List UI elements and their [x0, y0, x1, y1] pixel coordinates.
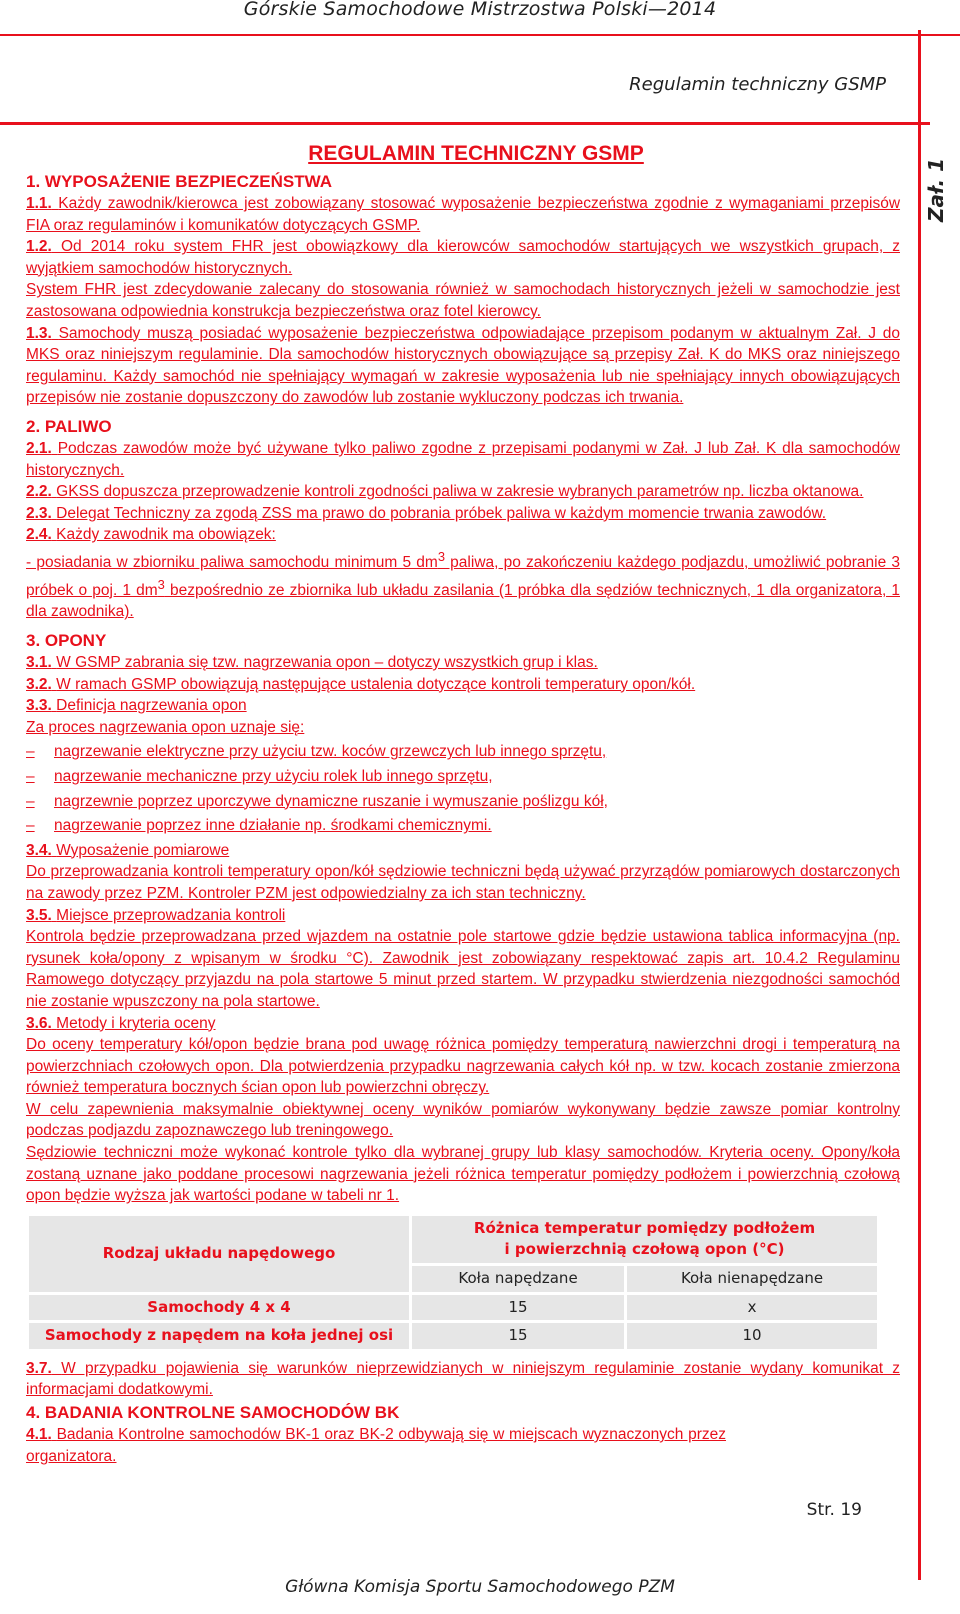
list-item: – nagrzewanie mechaniczne przy użyciu rolek lub innego sprzętu, — [26, 767, 493, 785]
table-subheader-nondriven: Koła nienapędzane — [626, 1265, 879, 1294]
table-cell: x — [626, 1293, 879, 1322]
section-heading-3: 3. OPONY — [26, 631, 107, 650]
table-cell: 10 — [626, 1322, 879, 1351]
list-item: – nagrzewanie elektryczne przy użyciu tzw. koców grzewczych lub innego sprzętu, — [26, 743, 607, 761]
table-cell: 15 — [411, 1293, 626, 1322]
paragraph-3-6c: W celu zapewnienia maksymalnie obiektywnej oceny wyników pomiarów wykonywany będzie zawsze pomiar kontrolny podczas podjazdu zapoznawczego lub treningowego. — [26, 1100, 900, 1140]
paragraph-3-3b: Za proces nagrzewania opon uznaje się: — [26, 718, 305, 736]
header-right-title: Regulamin techniczny GSMP — [629, 74, 886, 95]
page-title: REGULAMIN TECHNICZNY GSMP — [308, 142, 644, 165]
paragraph-3-2: 3.2. W ramach GSMP obowiązują następujące ustalenia dotyczące kontroli temperatury opon/kół. — [26, 675, 696, 693]
temperature-criteria-table — [26, 1213, 880, 1352]
list-item: – nagrzewnie poprzez uporczywe dynamiczne ruszanie i wymuszanie poślizgu kół, — [26, 792, 608, 810]
paragraph-3-6b: Do oceny temperatury kół/opon będzie brana pod uwagę różnica pomiędzy temperaturą nawierzchni drogi i temperaturą na powierzchniach czołowych opon. Dla potwierdzenia przypadku nagrzewania całych kół np. w tzw. kocach zostanie zmierzona również temperatura bocznych ścian opon lub powierzchni obręczy. — [26, 1036, 900, 1097]
list-item: – nagrzewanie poprzez inne działanie np. środkami chemicznymi. — [26, 817, 492, 835]
paragraph-1-1: 1.1. Każdy zawodnik/kierowca jest zobowiązany stosować wyposażenie bezpieczeństwa zgodnie z wymaganiami przepisów FIA oraz regulaminów i komunikatów dotyczących GSMP. — [26, 195, 901, 234]
paragraph-1-2b: System FHR jest zdecydowanie zalecany do stosowania również w samochodach historycznych jeżeli w samochodzie jest zastosowana odpowiednia konstrukcja bezpieczeństwa oraz fotel kierowcy. — [26, 281, 900, 320]
section-heading-1: 1. WYPOSAŻENIE BEZPIECZEŃSTWA — [26, 172, 333, 191]
paragraph-3-3: 3.3. Definicja nagrzewania opon — [26, 697, 247, 715]
paragraph-3-1: 3.1. W GSMP zabrania się tzw. nagrzewania opon – dotyczy wszystkich grup i klas. — [26, 654, 598, 671]
paragraph-3-6: 3.6. Metody i kryteria oceny — [26, 1014, 216, 1032]
paragraph-4-1: 4.1. Badania Kontrolne samochodów BK-1 oraz BK-2 odbywają się w miejscach wyznaczonych przez organizatora. — [26, 1426, 726, 1465]
paragraph-2-3: 2.3. Delegat Techniczny za zgodą ZSS ma prawo do pobrania próbek paliwa w każdym momencie trwania zawodów. — [26, 504, 827, 522]
paragraph-3-7: 3.7. W przypadku pojawienia się warunków nieprzewidzianych w niniejszym regulaminie zostanie wydany komunikat z informacjami dodatkowymi. — [26, 1359, 900, 1399]
header-rule — [0, 122, 930, 125]
document-body — [26, 140, 900, 1467]
paragraph-2-4a: - posiadania w zbiorniku paliwa samochodu minimum 5 $dm^3$ paliwa, po zakończeniu każdego podjazdu, umożliwić pobranie 3 próbek o poj. 1 $dm^3$ bezpośrednio ze zbiornika lub układu zasilania (1 próbka dla sędziów technicznych, 1 dla organizatora, 1 dla zawodnika). — [26, 548, 900, 621]
section-heading-4: 4. BADANIA KONTROLNE SAMOCHODÓW BK — [26, 1403, 400, 1422]
table-header-diff: Różnica temperatur pomiędzy podłożem i powierzchnią czołową opon (°C) — [411, 1214, 879, 1264]
document-series-title: Górskie Samochodowe Mistrzostwa Polski—2014 — [243, 0, 717, 20]
table-subheader-driven: Koła napędzane — [411, 1265, 626, 1294]
table-row-label: Samochody 4 x 4 — [28, 1293, 411, 1322]
table-header-drive: Rodzaj układu napędowego — [28, 1214, 411, 1293]
paragraph-2-4: 2.4. Każdy zawodnik ma obowiązek: — [26, 526, 276, 544]
paragraph-3-5b: Kontrola będzie przeprowadzana przed wjazdem na ostatnie pole startowe gdzie będzie ustawiona tablica informacyjna (np. rysunek koła/opony z wpisanym w środku °C). Zawodnik jest zobowiązany respektować zapis art. 10.4.2 Regulaminu Ramowego dotyczący przyjazdu na pola startowe 5 minut przed startem. W przypadku stwierdzenia niezgodności samochód nie zostanie wpuszczony na pola startowe. — [26, 928, 900, 1010]
section-heading-2: 2. PALIWO — [26, 416, 112, 436]
paragraph-1-3: 1.3. Samochody muszą posiadać wyposażenie bezpieczeństwa odpowiadające przepisom podanym w aktualnym Zał. J do MKS oraz niniejszym regulaminie. Dla samochodów historycznych obowiązujące są przepisy Zał. K do MKS oraz niniejszego regulaminu. Każdy samochód nie spełniający wymagań w zakresie wyposażenia lub nie spełniający innych obowiązujących przepisów nie zostanie dopuszczony do zawodów lub zostanie wykluczony podczas ich trwania. — [26, 324, 900, 407]
footer-title: Główna Komisja Sportu Samochodowego PZM — [285, 1577, 675, 1597]
attachment-label: Zał. 1 — [924, 158, 948, 222]
table-row-label: Samochody z napędem na koła jednej osi — [28, 1322, 411, 1351]
paragraph-3-5: 3.5. Miejsce przeprowadzania kontroli — [26, 906, 286, 924]
paragraph-1-2: 1.2. Od 2014 roku system FHR jest obowiązkowy dla kierowców samochodów startujących we wszystkich grupach, z wyjątkiem samochodów historycznych. — [26, 238, 900, 277]
paragraph-3-4: 3.4. Wyposażenie pomiarowe — [26, 841, 230, 859]
paragraph-3-6d: Sędziowie techniczni może wykonać kontrole tylko dla wybranej grupy lub klasy samochodów. Kryteria oceny. Opony/koła zostaną uznane jako poddane procesowi nagrzewania jeżeli różnica temperatur pomiędzy podłożem i powierzchnią czołową opon będzie wyższa jak wartości podane w tabeli nr 1. — [26, 1144, 900, 1205]
page-number: Str. 19 — [806, 1500, 862, 1520]
top-rule — [0, 34, 960, 36]
paragraph-2-2: 2.2. GKSS dopuszcza przeprowadzenie kontroli zgodności paliwa w zakresie wybranych parametrów np. liczba oktanowa. — [26, 483, 864, 501]
table-cell: 15 — [411, 1322, 626, 1351]
margin-rule — [918, 30, 921, 1580]
table-row — [28, 1293, 879, 1322]
table-row — [28, 1322, 879, 1351]
paragraph-3-4b: Do przeprowadzania kontroli temperatury opon/kół sędziowie techniczni będą używać przyrządów pomiarowych dostarczonych na zawody przez PZM. Kontroler PZM jest odpowiedzialny za ich stan techniczny. — [26, 863, 900, 902]
paragraph-2-1: 2.1. Podczas zawodów może być używane tylko paliwo zgodne z przepisami podanymi w Zał. J lub Zał. K dla samochodów historycznych. — [26, 439, 900, 479]
